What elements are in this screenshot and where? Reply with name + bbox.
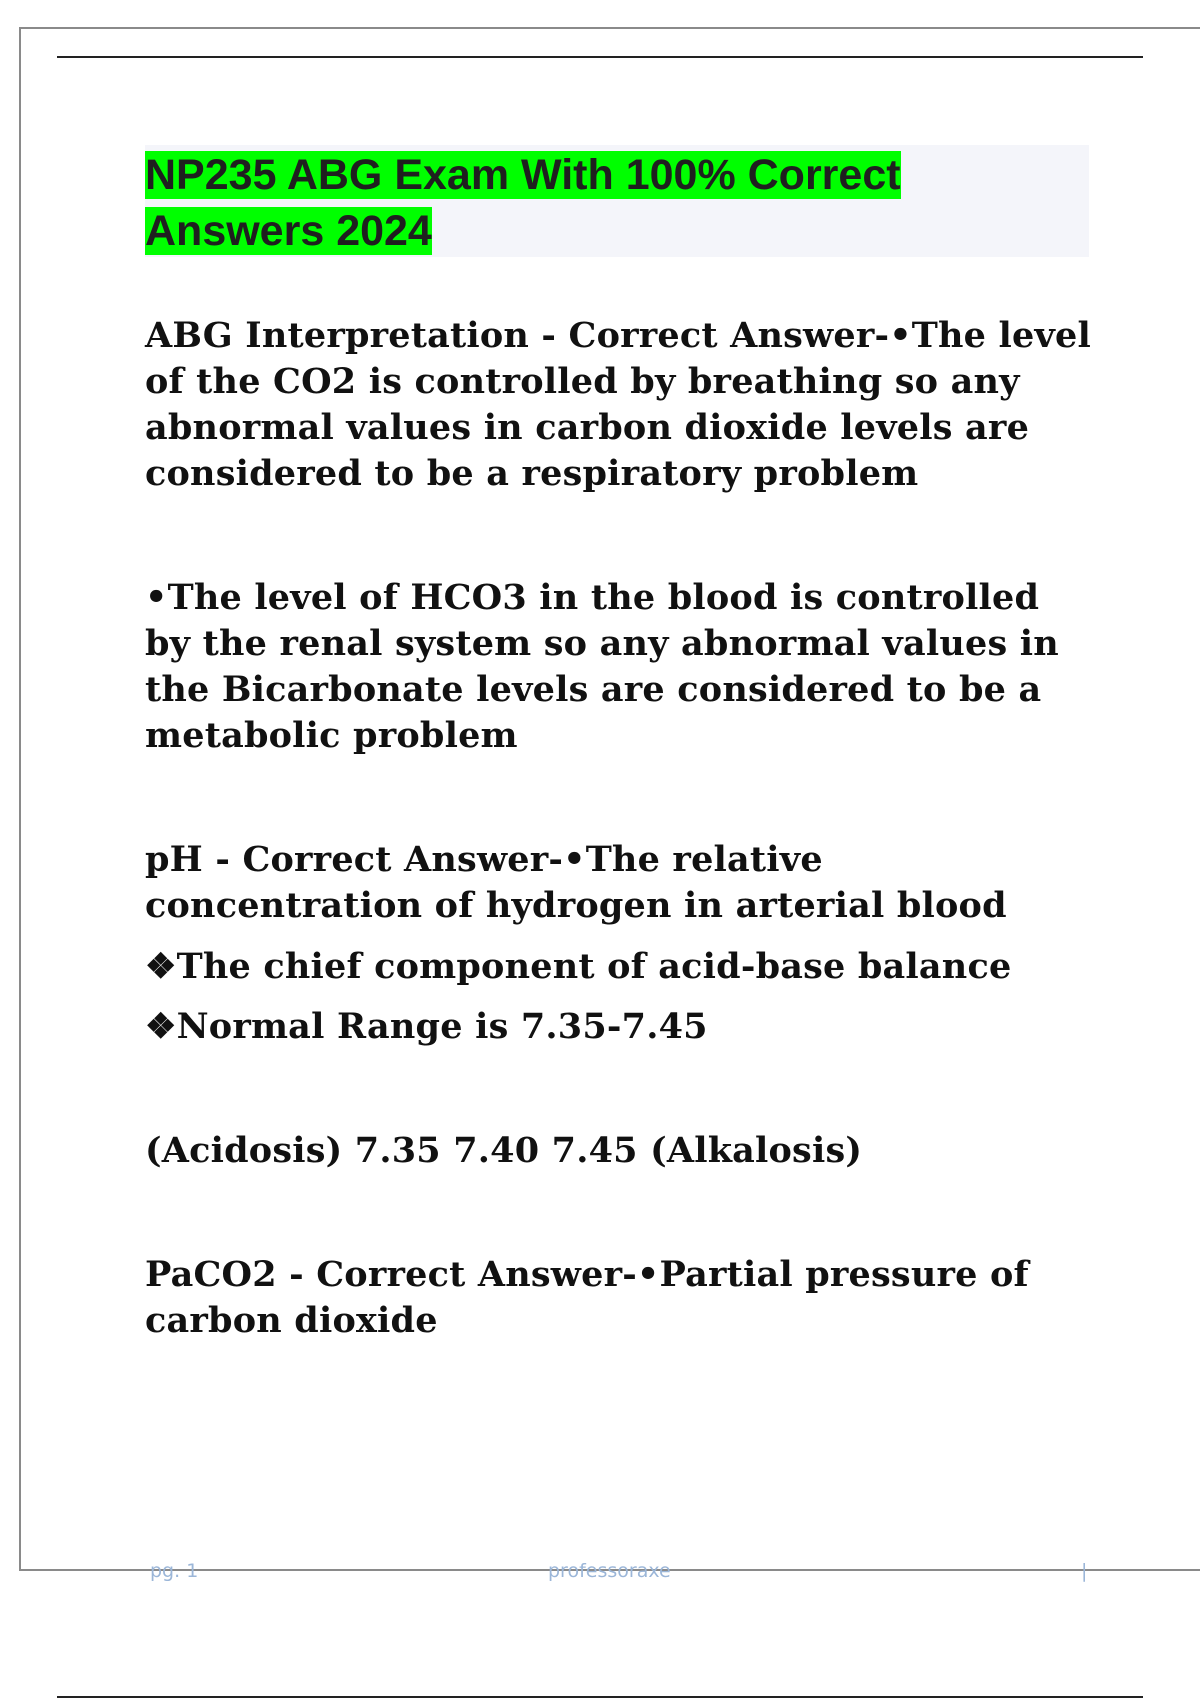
paragraph-ph: pH - Correct Answer-•The relative concentration of hydrogen in arterial blood: [145, 839, 1007, 926]
document-body: [145, 313, 1095, 1344]
bottom-rule: [57, 1696, 1143, 1698]
footer-page-label: pg. 1: [150, 1560, 199, 1582]
title-highlight: NP235 ABG Exam With 100% Correct Answers 2024: [145, 151, 901, 255]
footer-author: professoraxe: [548, 1560, 671, 1582]
paragraph-hco3: •The level of HCO3 in the blood is controlled by the renal system so any abnormal values in the Bicarbonate levels are considered to be a metabolic problem: [145, 577, 1059, 756]
paragraph-abg-interpretation: ABG Interpretation - Correct Answer-•The level of the CO2 is controlled by breathing so any abnormal values in carbon dioxide levels are considered to be a respiratory problem: [145, 315, 1091, 494]
paragraph-ph-scale: (Acidosis) 7.35 7.40 7.45 (Alkalosis): [145, 1130, 863, 1171]
document-title: [145, 147, 1045, 259]
paragraph-ph-chief-component: ❖The chief component of acid-base balance: [145, 946, 1012, 987]
paragraph-ph-normal-range: ❖Normal Range is 7.35-7.45: [145, 1006, 708, 1047]
footer-right-mark: |: [1081, 1560, 1088, 1582]
top-rule: [57, 56, 1143, 58]
paragraph-paco2: PaCO2 - Correct Answer-•Partial pressure of carbon dioxide: [145, 1254, 1029, 1341]
